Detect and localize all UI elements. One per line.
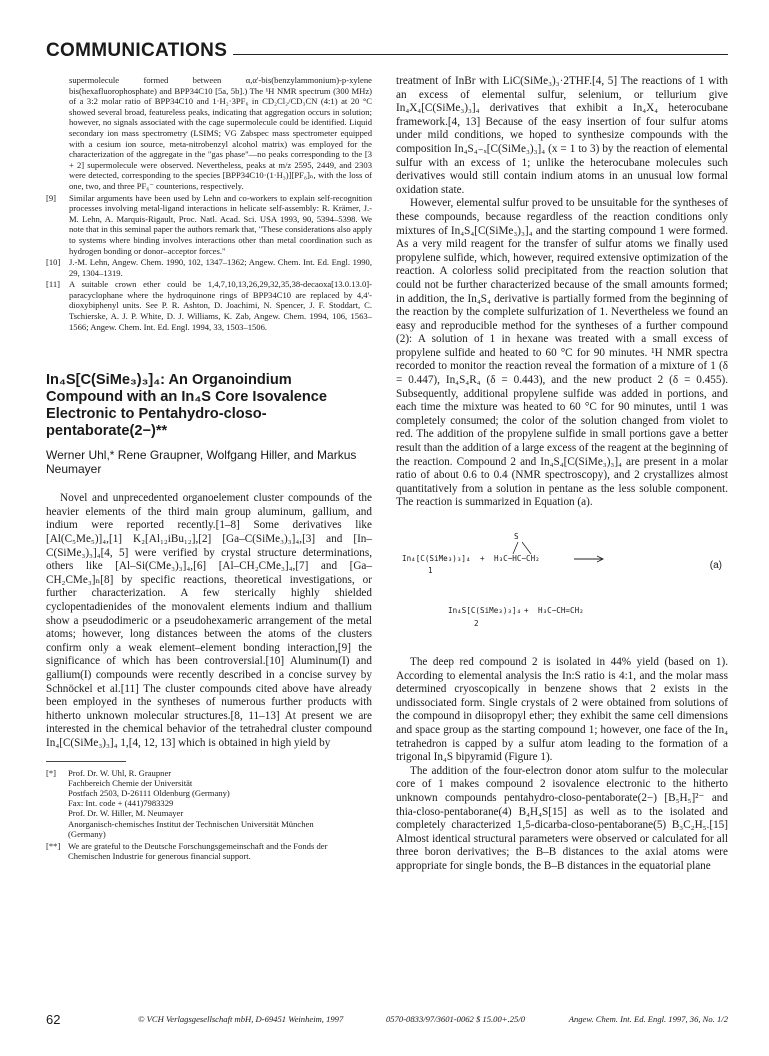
- reaction-equation: [396, 524, 728, 640]
- left-body-text: [46, 492, 372, 750]
- right-body-text-1: [396, 75, 728, 510]
- equation-byproduct: H₃C−CH=CH₂: [538, 606, 584, 615]
- paragraph: Novel and unprecedented organoelement cluster compounds of the heavier elements of the third main group aluminum, gallium, and indium were reported recently.[1–8] Some derivatives like [Al(C₅Me₅)]₄,[1] K₂[Al₁₂iBu₁₂],[2] [Ga–C(SiMe₃)₃]₄,[3] and [In–C(SiMe₃)₃]₄[4, 5] were verified by crystal structure determinations, others like [Al–Si(CMe₃)₃]₄,[6] [Al–CH₂CMe₃]₄,[7] and [Ga–CH₂CMe₃]ₙ[8] by specific reactions, theoretical investigations, or further characterization. A few sterically highly shielded cyclopentadienides of the monovalent elements indium and thallium show a pseudodimeric or a pseudohexameric arrangement of the metal atoms; however, long distances between the atoms of the clusters confirm only a weak element–element bonding interaction,[9] the significance of which has been controversial.[10] Aluminum(I) and gallium(I) compounds were recently described in a concise survey by Schnöckel et al.[11] The cluster compounds cited above have already been employed in the syntheses of numerous further products with hitherto unknown molecular structures.[8, 11–13] At present we are interested in the chemical behavior of the tetrahedral cluster compound In₄[C(SiMe₃)₃]₄ 1,[4, 12, 13] which is obtained in high yield by: [46, 492, 372, 749]
- reference-number: [11]: [46, 279, 60, 290]
- reference-text: A suitable crown ether could be 1,4,7,10,13,26,29,32,35,38-decaoxa[13.0.13.0]-paracyclophane where the hydroquinone rings of BPP34C10 are replaced by 4,4'-dioxybiphenyl units. See P. R. Ashton, D. Joachimi, N. Spencer, J. F. Stoddart, C. Tschierske, A. J. P. White, D. J. Williams, K. Zab, Angew. Chem. 1994, 106, 1563–1566; Angew. Chem. Int. Ed. Engl. 1994, 33, 1503–1506.: [69, 279, 372, 332]
- reference-text: supermolecule formed between α,α'-bis(benzylammonium)-p-xylene bis(hexafluorophosphate) and BPP34C10 [5a, 5b].) The ¹H NMR spectrum (300 MHz) of a 3:2 molar ratio of BPP34C10 and 1·H₂·3PF₆ in CD₂Cl₂/CD₃CN (4:1) at 20 °C showed several broad, featureless peaks, indicating that aggregation occurs in solution; however, no signals associated with the cage supermolecule could be identified. Liquid secondary ion mass spectrometry (LSIMS; VG Zabspec mass spectrometer equipped with a cesium ion source, meta-nitrobenzyl alcohol matrix) was employed for the characterization of the aggregate in the "gas phase"—no peaks corresponding to the [3 + 2] supermolecule were observed. Nevertheless, peaks at m/z 2595, 2449, and 2303 were detected, corresponding to the species [BPP34C10·(1·H₃)][PF₆]ₙ, with the loss of one, two, and three PF₆⁻ counterions, respectively.: [69, 75, 372, 191]
- left-column: [46, 75, 372, 863]
- page-footer: [46, 1014, 728, 1030]
- equation-label: (a): [709, 560, 722, 571]
- reaction-arrow-icon: [572, 554, 606, 564]
- section-title: COMMUNICATIONS: [46, 40, 233, 62]
- reference-number: [9]: [46, 192, 57, 203]
- reference-text: Similar arguments have been used by Lehn and co-workers to explain self-recognition processes involving metal-ligand interactions in helicate self-assembly: R. Krämer, J.-M. Lehn, A. Marquis-Rigault, Proc. Natl. Acad. Sci. USA 1993, 90, 5394–5398. We note that in this seminal paper the authors remark that, "These considerations also apply to systems where binding involves interactions other than metal coordination such as hydrogen bonding or donor–acceptor forces.": [69, 192, 372, 256]
- equation-plus: +: [524, 606, 529, 615]
- reference-item: [46, 193, 372, 257]
- issn-line: 0570-0833/97/3601-0062 $ 15.00+.25/0: [386, 1014, 525, 1024]
- right-column: [396, 75, 728, 874]
- page-number: 62: [46, 1012, 61, 1027]
- paragraph: However, elemental sulfur proved to be unsuitable for the syntheses of these compounds, because regardless of the reaction conditions only mixtures of In₄S₄[C(SiMe₃)₃]₄ and the starting compound 1 were formed. As a very mild reagent for the transfer of sulfur atoms we finally used propylene sulfide, which, however, required extensive optimization of the reaction. A colorless solid precipitated from the reaction solution that could not be further characterized because of the small amounts formed; in addition, the In₄S₄ derivative is partially formed from the beginning of the reaction by the complete sulfurization of 1. Nevertheless we found an easy and reproducible method for the syntheses of a further compound (2): A solution of 1 in hexane was treated with a small excess of propylene sulfide and heated to 60 °C for 90 minutes. ¹H NMR spectra recorded to monitor the reaction reveal the formation of a mixture of 1 (δ = 0.447), In₄S₄R₄ (δ = 0.443), and the new product 2 (δ = 0.455). Subsequently, additional propylene sulfide was added in portions, and each time the mixture was heated to 60 °C for 90 minutes, until 1 was completely consumed; the color of the solution changed from violet to red. The addition of the propylene sulfide in small portions gave a better result than the addition of a large excess of the reagent at the beginning of the reaction. Compound 2 and In₄S₄[C(SiMe₃)₃]₄ are present in a molar ratio of about 0.6 to 0.4 (NMR spectroscopy), and 2 crystallizes almost quantitatively from a solution in pentane as the less soluble component. The reaction is summarized in Equation (a).: [396, 197, 728, 509]
- equation-sulfur: S: [514, 532, 519, 541]
- right-body-text-2: [396, 656, 728, 874]
- reference-item: [46, 75, 372, 192]
- equation-reactant-label: 1: [428, 566, 433, 575]
- reference-list: [46, 75, 372, 332]
- equation-plus: +: [480, 554, 485, 563]
- footnote-mark: [**]: [46, 840, 61, 851]
- footnote-mark: [*]: [46, 767, 57, 778]
- equation-product-label: 2: [474, 619, 479, 628]
- page-header: [46, 38, 728, 64]
- episulfide-ring-bonds: [504, 540, 538, 556]
- equation-product: In₄S[C(SiMe₃)₃]₄: [448, 606, 522, 615]
- reference-text: J.-M. Lehn, Angew. Chem. 1990, 102, 1347–1362; Angew. Chem. Int. Ed. Engl. 1990, 29, 1304–1319.: [69, 257, 372, 278]
- reference-number: [10]: [46, 257, 61, 268]
- footnote-affiliations: [*] Prof. Dr. W. Uhl, R. Graupner Fachbereich Chemie der Universität Postfach 2503, D-26111 Oldenburg (Germany) Fax: Int. code + (441)7983329 Prof. Dr. W. Hiller, M. Neumayer Anorganisch-chemisches Institut der Technischen Universität München (Germany): [46, 767, 314, 839]
- reference-item: [46, 279, 372, 332]
- footnote-rule: [46, 761, 126, 762]
- footnote-acknowledgement: [**] We are grateful to the Deutsche Forschungsgemeinschaft and the Fonds der Chemischen Industrie for generous financial support.: [46, 840, 328, 862]
- reference-item: [46, 257, 372, 278]
- article-authors: Werner Uhl,* Rene Graupner, Wolfgang Hiller, and Markus Neumayer: [46, 448, 357, 477]
- publisher-line: © VCH Verlagsgesellschaft mbH, D-69451 Weinheim, 1997: [138, 1014, 344, 1024]
- journal-citation: Angew. Chem. Int. Ed. Engl. 1997, 36, No. 1/2: [568, 1014, 728, 1024]
- paragraph: The deep red compound 2 is isolated in 44% yield (based on 1). According to elemental analysis the In:S ratio is 4:1, and the molar mass determined cryoscopically in benzene shows that 2 exists in the undissociated form. Single crystals of 2 were obtained from solutions of the compound in diisopropyl ether; they exhibit the same cell dimensions and space group as the starting compound 1; however, one face of the In₄ tetrahedron is capped by a sulfur atom leading to the formation of a trigonal In₄S bipyramid (Figure 1).: [396, 656, 728, 764]
- equation-reactant: In₄[C(SiMe₃)₃]₄: [402, 554, 471, 563]
- equation-reagent: H₃C−HC−CH₂: [494, 554, 540, 563]
- paragraph: treatment of InBr with LiC(SiMe₃)₃·2THF.[4, 5] The reactions of 1 with an excess of elemental sulfur, selenium, or tellurium give In₄X₄[C(SiMe₃)₃]₄ derivatives that exhibit a In₄X₄ heterocubane framework.[4, 13] Because of the easy insertion of four sulfur atoms under mild conditions, we hoped to synthesize compounds with the composition In₄S₄₋ₓ[C(SiMe₃)₃]₄ (x = 1 to 3) by the reaction of elemental sulfur with an excess of 1; unlike the heterocubane molecules such derivatives would still contain indium atoms in an unusual low formal oxidation state.: [396, 75, 728, 196]
- article-title: In₄S[C(SiMe₃)₃]₄: An Organoindium Compound with an In₄S Core Isovalence Electronic to Pentahydro-closo-pentaborate(2−)**: [46, 372, 328, 440]
- paragraph: The addition of the four-electron donor atom sulfur to the molecular core of 1 makes compound 2 isovalence electronic to the hitherto unknown compounds pentahydro-closo-pentaborate(2−) [B₅H₅]²⁻ and thia-closo-pentaborane(4) B₄H₄S[15] as well as to the isolated and completely characterized 1,5-dicarba-closo-pentaborane(5) B₃C₂H₅.[15] Almost identical structural parameters were observed or calculated for all three boron derivatives; the B–B distances to the axial atoms were appropriate for single bonds, the B–B distances in the equatorial plane: [396, 764, 728, 872]
